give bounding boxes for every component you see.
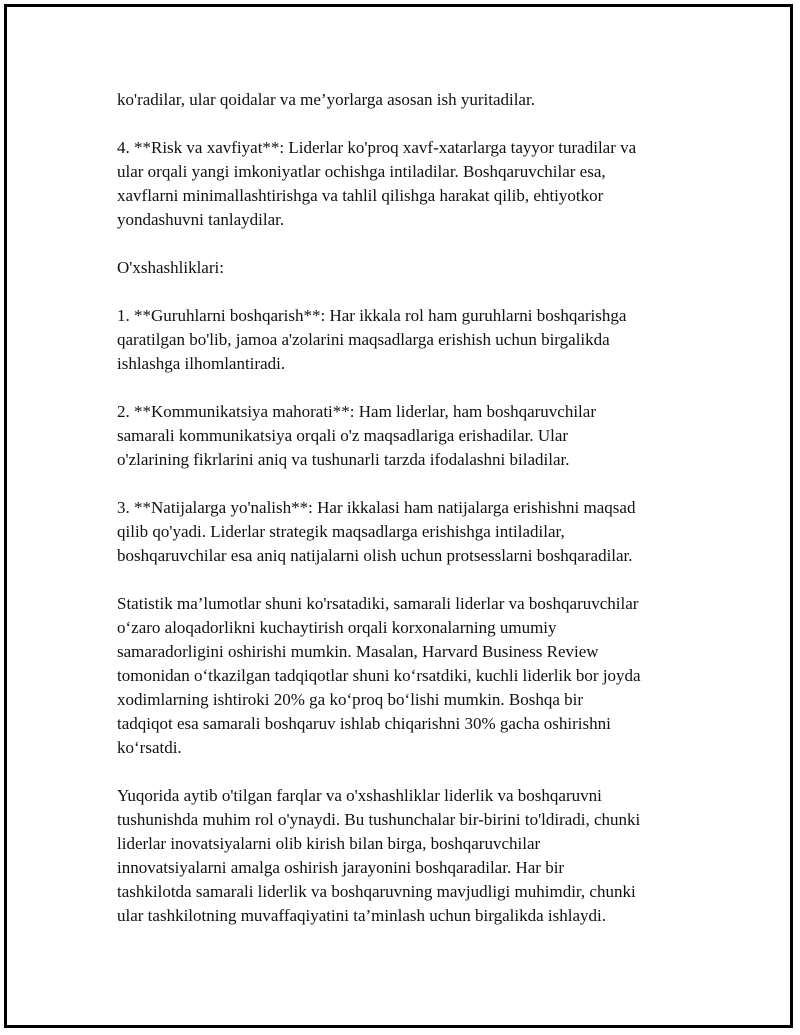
document-body (117, 88, 717, 928)
paragraph-communication: 2. **Kommunikatsiya mahorati**: Ham liderlar, ham boshqaruvchilar samarali kommunikatsiya orqali o'z maqsadlariga erishadilar. Ular o'zlarining fikrlarini aniq va tushunarli tarzda ifodalashni biladilar. (117, 402, 596, 469)
paragraph-team-management: 1. **Guruhlarni boshqarish**: Har ikkala rol ham guruhlarni boshqarishga qaratilgan bo'lib, jamoa a'zolarini maqsadlarga erishish uchun birgalikda ishlashga ilhomlantiradi. (117, 306, 627, 373)
paragraph-conclusion: Yuqorida aytib o'tilgan farqlar va o'xshashliklar liderlik va boshqaruvni tushunishda muhim rol o'ynaydi. Bu tushunchalar bir-birini to'ldiradi, chunki liderlar inovatsiyalarni olib kirish bilan birga, boshqaruvchilar innovatsiyalarni amalga oshirish jarayonini boshqaradilar. Har bir tashkilotda samarali liderlik va boshqaruvning mavjudligi muhimdir, chunki ular tashkilotning muvaffaqiyatini ta’minlash uchun birgalikda ishlaydi. (117, 786, 641, 925)
paragraph-continuation: ko'radilar, ular qoidalar va me’yorlarga asosan ish yuritadilar. (117, 90, 535, 109)
paragraph-results: 3. **Natijalarga yo'nalish**: Har ikkalasi ham natijalarga erishishni maqsad qilib qo'yadi. Liderlar strategik maqsadlarga erishishga intiladilar, boshqaruvchilar esa aniq natijalarni olish uchun protsesslarni boshqaradilar. (117, 498, 636, 565)
paragraph-statistics: Statistik ma’lumotlar shuni ko'rsatadiki, samarali liderlar va boshqaruvchilar o‘zaro aloqadorlikni kuchaytirish orqali korxonalarning umumiy samaradorligini oshirishi mumkin. Masalan, Harvard Business Review tomonidan o‘tkazilgan tadqiqotlar shuni ko‘rsatdiki, kuchli liderlik bor joyda xodimlarning ishtiroki 20% ga ko‘proq bo‘lishi mumkin. Boshqa bir tadqiqot esa samarali boshqaruv ishlab chiqarishni 30% gacha oshirishni ko‘rsatdi. (117, 594, 641, 757)
similarities-heading: O'xshashliklari: (117, 258, 224, 277)
paragraph-risk: 4. **Risk va xavfiyat**: Liderlar ko'proq xavf-xatarlarga tayyor turadilar va ular orqali yangi imkoniyatlar ochishga intiladilar. Boshqaruvchilar esa, xavflarni minimallashtirishga va tahlil qilishga harakat qilib, ehtiyotkor yondashuvni tanlaydilar. (117, 138, 637, 229)
